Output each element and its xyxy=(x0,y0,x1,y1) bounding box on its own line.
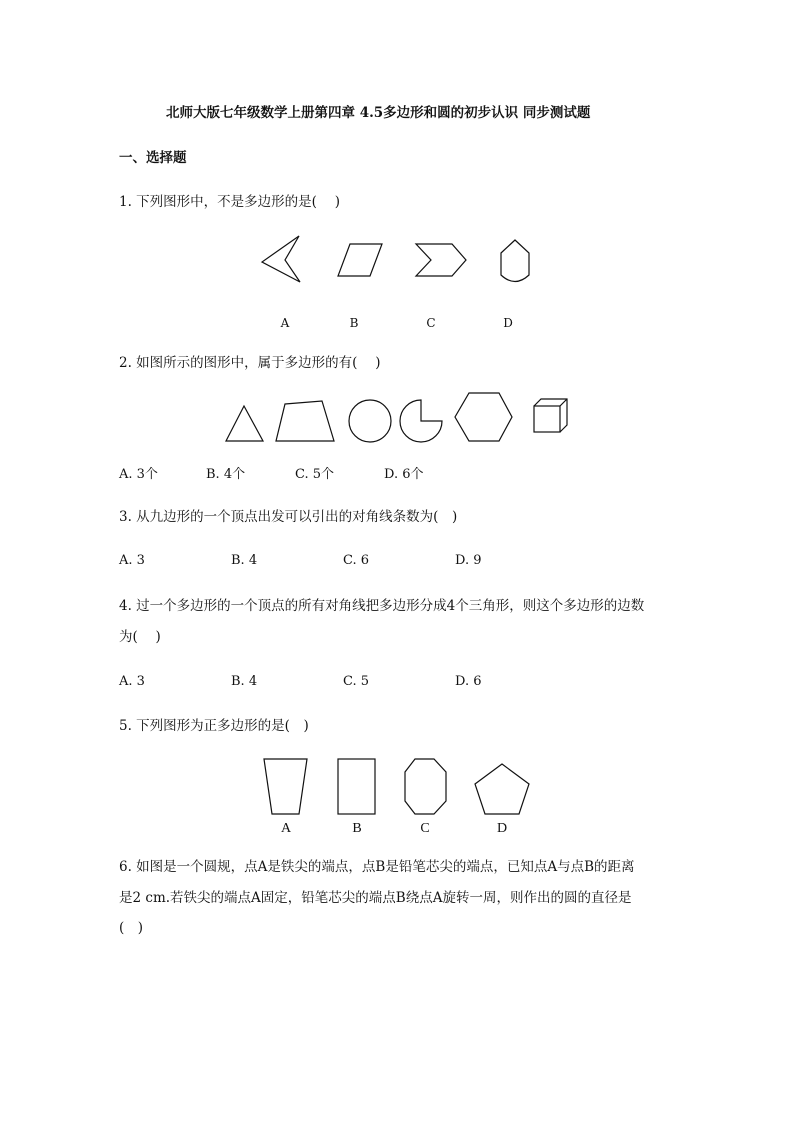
q4-option-a: A. 3 xyxy=(119,674,145,689)
q1-label-d: D xyxy=(503,316,513,330)
q2-trapezoid xyxy=(276,401,334,441)
q5-figure-b-rectangle xyxy=(338,759,375,814)
q5-figure-d-pentagon xyxy=(475,764,529,814)
q2-option-b: B. 4个 xyxy=(206,467,246,482)
q5-label-d: D xyxy=(496,821,508,836)
q5-figure-c-octagon xyxy=(405,759,446,814)
q3-option-a: A. 3 xyxy=(119,553,145,568)
section-heading: 一、选择题 xyxy=(119,150,187,166)
question-2-stem: 2. 如图所示的图形中，属于多边形的有( ) xyxy=(119,355,381,371)
q5-figures xyxy=(0,755,794,825)
q3-option-d: D. 9 xyxy=(455,553,482,568)
q2-option-d: D. 6个 xyxy=(384,467,424,482)
q5-label-b: B xyxy=(352,821,362,836)
q2-triangle xyxy=(226,406,263,441)
q4-option-c: C. 5 xyxy=(343,674,370,689)
q2-circle xyxy=(349,400,391,442)
question-3-stem: 3. 从九边形的一个顶点出发可以引出的对角线条数为( ) xyxy=(119,509,458,525)
q2-sector xyxy=(400,400,442,442)
question-4-stem-line2: 为( ) xyxy=(119,629,161,645)
q2-hexagon xyxy=(455,393,512,441)
q2-option-c: C. 5个 xyxy=(295,467,335,482)
question-6-line3: ( ) xyxy=(119,920,144,936)
q2-cube xyxy=(534,399,567,432)
question-6-line1: 6. 如图是一个圆规，点A是铁尖的端点，点B是铅笔芯尖的端点，已知点A与点B的距离 xyxy=(119,859,635,875)
q5-label-a: A xyxy=(280,821,292,836)
q1-figure-c-chevron xyxy=(416,244,466,276)
question-5-stem: 5. 下列图形为正多边形的是( ) xyxy=(119,718,309,734)
q1-figure-d-curved-shape xyxy=(501,240,529,282)
q3-option-b: B. 4 xyxy=(231,553,258,568)
q1-label-b: B xyxy=(349,316,359,330)
q4-option-d: D. 6 xyxy=(455,674,482,689)
q2-option-a: A. 3个 xyxy=(119,467,158,482)
page-title: 北师大版七年级数学上册第四章 4.5多边形和圆的初步认识 同步测试题 xyxy=(166,105,591,121)
q4-option-b: B. 4 xyxy=(231,674,258,689)
question-6-line2: 是2 cm.若铁尖的端点A固定，铅笔芯尖的端点B绕点A旋转一周，则作出的圆的直径是 xyxy=(119,890,632,906)
q3-option-c: C. 6 xyxy=(343,553,370,568)
q1-label-a: A xyxy=(280,316,290,330)
q1-figure-a-concave-quad xyxy=(262,236,300,282)
q2-figures xyxy=(0,388,794,448)
question-1-stem: 1. 下列图形中，不是多边形的是( ) xyxy=(119,194,340,210)
q1-figures xyxy=(0,232,794,292)
q1-label-c: C xyxy=(426,316,436,330)
q1-figure-b-parallelogram xyxy=(338,244,382,276)
q5-label-c: C xyxy=(420,821,430,836)
question-4-stem-line1: 4. 过一个多边形的一个顶点的所有对角线把多边形分成4个三角形，则这个多边形的边数 xyxy=(119,598,645,614)
q5-figure-a-trapezoid xyxy=(264,759,307,814)
